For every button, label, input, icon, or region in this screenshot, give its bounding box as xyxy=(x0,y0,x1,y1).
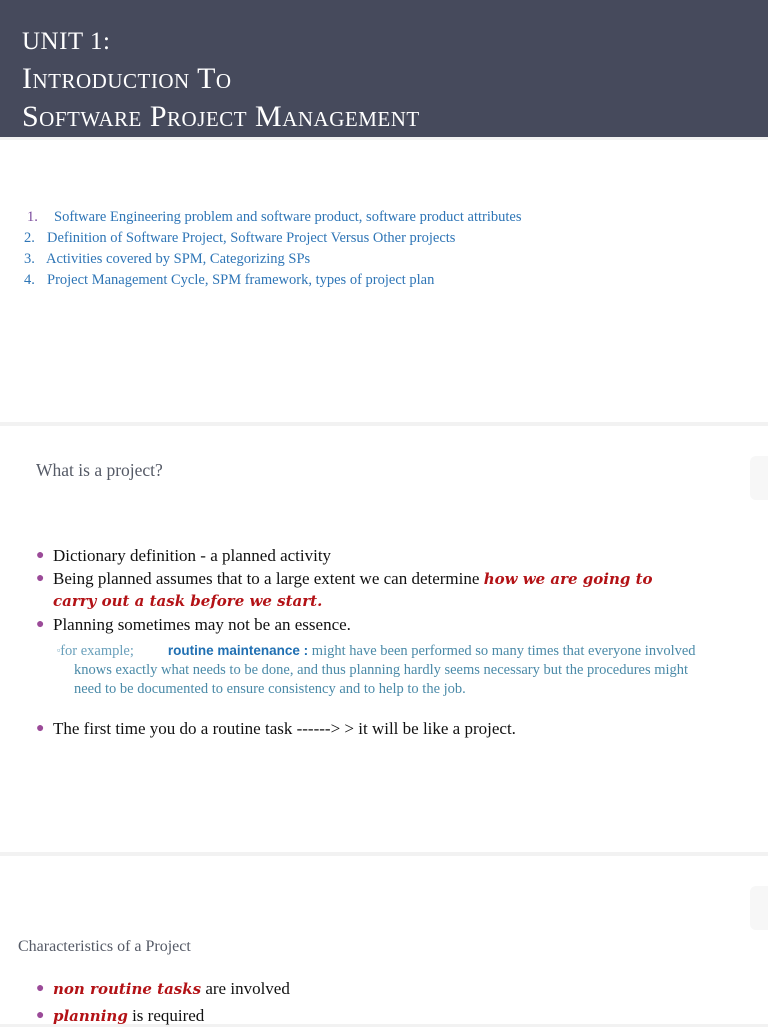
slide-edge-tab xyxy=(750,456,768,500)
slide-heading: What is a project? xyxy=(36,460,163,480)
toc-text: Activities covered by SPM, Categorizing SPs xyxy=(46,251,311,267)
toc-item xyxy=(24,250,584,269)
toc-text: Software Engineering problem and software product, software product attributes xyxy=(54,209,522,225)
slide-contents xyxy=(0,140,768,422)
bullet-dot-icon: ● xyxy=(36,571,45,586)
title-banner xyxy=(0,0,768,137)
toc-number: 4. xyxy=(24,272,35,288)
toc-item xyxy=(24,208,584,227)
bullet-dot-icon: ● xyxy=(36,617,45,632)
slide-what-is-project xyxy=(0,426,768,852)
toc-text: Project Management Cycle, SPM framework, types of project plan xyxy=(47,272,435,288)
bullet-text: Planning sometimes may not be an essence. xyxy=(53,615,351,634)
square-bullet-icon: ▫ xyxy=(57,645,61,655)
slide-characteristics xyxy=(0,856,768,1024)
slide-heading: Characteristics of a Project xyxy=(18,938,191,955)
bullet-dot-icon: ● xyxy=(36,981,45,996)
bullet-item xyxy=(36,718,716,740)
bullet-item xyxy=(36,978,716,1000)
toc-item xyxy=(24,229,584,248)
bullet-emphasis: non routine tasks xyxy=(53,980,202,998)
toc-item xyxy=(24,271,584,290)
toc-number: 2. xyxy=(24,230,35,246)
sub-text: might have been performed so many times that everyone involved knows exactly what needs to be done, and thus planning hardly seems necessary but the procedures might need to be documented to ensure consistency and to help to the job. xyxy=(74,643,696,697)
bullet-emphasis: planning xyxy=(53,1007,128,1025)
bullet-text: The first time you do a routine task ------> > it will be like a project. xyxy=(53,719,516,738)
bullet-item xyxy=(36,568,676,612)
bullet-text: is required xyxy=(127,1006,205,1025)
slide-edge-tab xyxy=(750,886,768,930)
bullet-text: are involved xyxy=(201,979,290,998)
bullet-text: Dictionary definition - a planned activity xyxy=(53,546,332,565)
toc-number: 3. xyxy=(24,251,35,267)
bullet-item xyxy=(36,545,716,567)
bullet-dot-icon: ● xyxy=(36,548,45,563)
bullet-dot-icon: ● xyxy=(36,1008,45,1023)
bullet-dot-icon: ● xyxy=(36,721,45,736)
bullet-item xyxy=(36,614,716,636)
sub-bullet xyxy=(57,641,717,699)
sub-term: routine maintenance : xyxy=(167,643,309,658)
table-of-contents xyxy=(24,208,584,292)
toc-text: Definition of Software Project, Software Project Versus Other projects xyxy=(47,230,456,246)
unit-label: UNIT 1: xyxy=(22,28,111,55)
title-line-2: Software Project Management xyxy=(22,100,420,133)
bullet-emphasis: how we are going to carry out a task before we start. xyxy=(53,570,653,610)
title-line-1: Introduction To xyxy=(22,62,232,95)
bullet-text: Being planned assumes that to a large extent we can determine xyxy=(53,569,484,588)
toc-number: 1. xyxy=(27,209,38,225)
sub-example-label: for example; xyxy=(60,643,134,659)
